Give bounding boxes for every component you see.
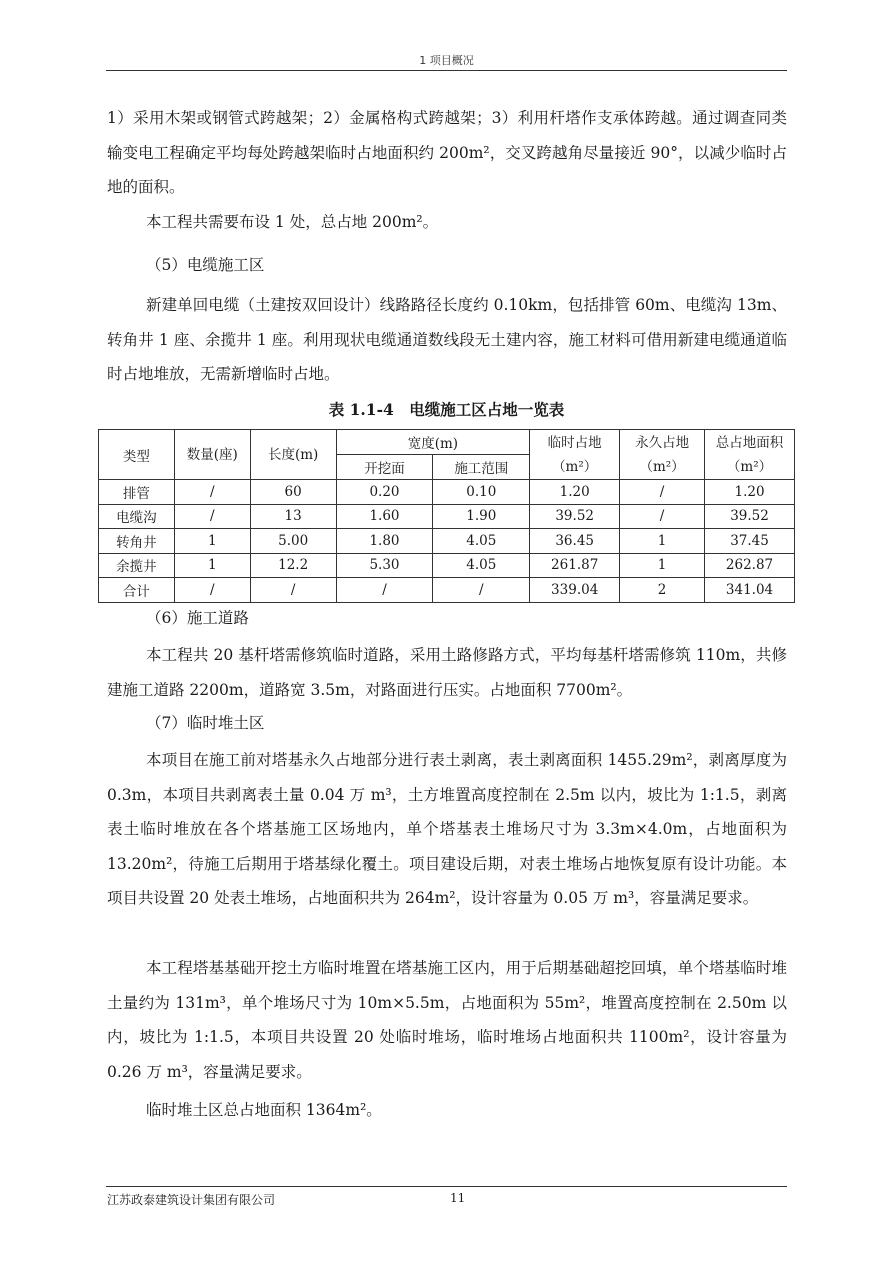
cell-excavation: 1.80 <box>336 529 433 554</box>
header-total-area: 总占地面积（m²） <box>705 430 795 480</box>
table-row <box>99 553 795 578</box>
header-type: 类型 <box>99 430 175 480</box>
cell-length: 5.00 <box>250 529 336 554</box>
cell-count: / <box>174 578 250 603</box>
section-heading-cable-area: （5）电缆施工区 <box>146 256 265 274</box>
cell-perm: 1 <box>620 553 705 578</box>
cell-temp: 339.04 <box>530 578 620 603</box>
cell-length: 60 <box>250 480 336 505</box>
cell-type: 余揽井 <box>99 553 175 578</box>
header-perm-area: 永久占地（m²） <box>620 430 705 480</box>
cell-length: / <box>250 578 336 603</box>
paragraph-temp-soil-total: 临时堆土区总占地面积 1364m²。 <box>146 1101 382 1119</box>
table-row-total <box>99 578 795 603</box>
cell-total: 37.45 <box>705 529 795 554</box>
cell-perm: 2 <box>620 578 705 603</box>
cell-construction: 1.90 <box>433 504 530 529</box>
header-count: 数量(座) <box>174 430 250 480</box>
paragraph-topsoil-stripping: 本项目在施工前对塔基永久占地部分进行表土剥离，表土剥离面积 1455.29m²，剥离厚度为 0.3m，本项目共剥离表土量 0.04 万 m³，土方堆置高度控制在 2.5m 以内，坡比为 1:1.5，剥离表土临时堆放在各个塔基施工区场地内，单个塔基表土堆场尺寸为 3.3m×4.0m，占地面积为 13.20m²，待施工后期用于塔基绿化覆土。项目建设后期，对表土堆场占地恢复原有设计功能。本项目共设置 20 处表土堆场，占地面积共为 264m²，设计容量为 0.05 万 m³，容量满足要求。 <box>107 751 787 907</box>
cell-type: 排管 <box>99 480 175 505</box>
cell-perm: 1 <box>620 529 705 554</box>
footer-company: 江苏政泰建筑设计集团有限公司 <box>107 1193 276 1207</box>
cell-excavation: / <box>336 578 433 603</box>
header-temp-area: 临时占地（m²） <box>530 430 620 480</box>
header-excavation: 开挖面 <box>336 455 433 480</box>
cell-construction: 4.05 <box>433 553 530 578</box>
section-heading-temp-soil: （7）临时堆土区 <box>146 714 265 732</box>
cable-area-land-table <box>98 429 795 603</box>
cell-temp: 39.52 <box>530 504 620 529</box>
cell-excavation: 1.60 <box>336 504 433 529</box>
cell-excavation: 5.30 <box>336 553 433 578</box>
cell-count: 1 <box>174 529 250 554</box>
cell-total: 341.04 <box>705 578 795 603</box>
cell-type: 电缆沟 <box>99 504 175 529</box>
section-heading-construction-road: （6）施工道路 <box>146 609 249 627</box>
cell-temp: 261.87 <box>530 553 620 578</box>
paragraph-crossing-total: 本工程共需要布设 1 处，总占地 200m²。 <box>146 213 439 231</box>
cell-temp: 1.20 <box>530 480 620 505</box>
cell-length: 12.2 <box>250 553 336 578</box>
page-number: 11 <box>450 1191 466 1205</box>
cell-count: / <box>174 504 250 529</box>
cell-construction: 4.05 <box>433 529 530 554</box>
table-row <box>99 529 795 554</box>
cell-total: 39.52 <box>705 504 795 529</box>
page-header-title: 1 项目概况 <box>419 54 474 67</box>
cell-construction: / <box>433 578 530 603</box>
cell-type: 转角井 <box>99 529 175 554</box>
paragraph-foundation-soil: 本工程塔基基础开挖土方临时堆置在塔基施工区内，用于后期基础超挖回填，单个塔基临时堆土量约为 131m³，单个堆场尺寸为 10m×5.5m，占地面积为 55m²，堆置高度控制在 2.50m 以内，坡比为 1:1.5，本项目共设置 20 处临时堆场，临时堆场占地面积共 1100m²，设计容量为 0.26 万 m³，容量满足要求。 <box>107 959 787 1081</box>
header-rule <box>106 70 787 71</box>
cell-count: 1 <box>174 553 250 578</box>
cell-length: 13 <box>250 504 336 529</box>
header-length: 长度(m) <box>250 430 336 480</box>
cell-construction: 0.10 <box>433 480 530 505</box>
cell-total: 262.87 <box>705 553 795 578</box>
paragraph-construction-road: 本工程共 20 基杆塔需修筑临时道路，采用土路修路方式，平均每基杆塔需修筑 110m，共修建施工道路 2200m，道路宽 3.5m，对路面进行压实。占地面积 7700m²。 <box>107 646 787 699</box>
table-row <box>99 480 795 505</box>
cell-temp: 36.45 <box>530 529 620 554</box>
cell-excavation: 0.20 <box>336 480 433 505</box>
cell-total: 1.20 <box>705 480 795 505</box>
header-construction: 施工范围 <box>433 455 530 480</box>
header-width: 宽度(m) <box>336 430 530 455</box>
table-caption: 表 1.1-4 电缆施工区占地一览表 <box>328 400 565 419</box>
paragraph-crossing-frames: 1）采用木架或钢管式跨越架；2）金属格构式跨越架；3）利用杆塔作支承体跨越。通过调查同类输变电工程确定平均每处跨越架临时占地面积约 200m²，交叉跨越角尽量接近 90°，以减少临时占地的面积。 <box>107 109 787 196</box>
cell-type: 合计 <box>99 578 175 603</box>
cell-count: / <box>174 480 250 505</box>
cell-perm: / <box>620 504 705 529</box>
cell-perm: / <box>620 480 705 505</box>
paragraph-cable-area: 新建单回电缆（土建按双回设计）线路路径长度约 0.10km，包括排管 60m、电缆沟 13m、转角井 1 座、余揽井 1 座。利用现状电缆通道数线段无土建内容，施工材料可借用新建电缆通道临时占地堆放，无需新增临时占地。 <box>107 296 787 383</box>
table-row <box>99 504 795 529</box>
footer-rule <box>106 1186 787 1187</box>
